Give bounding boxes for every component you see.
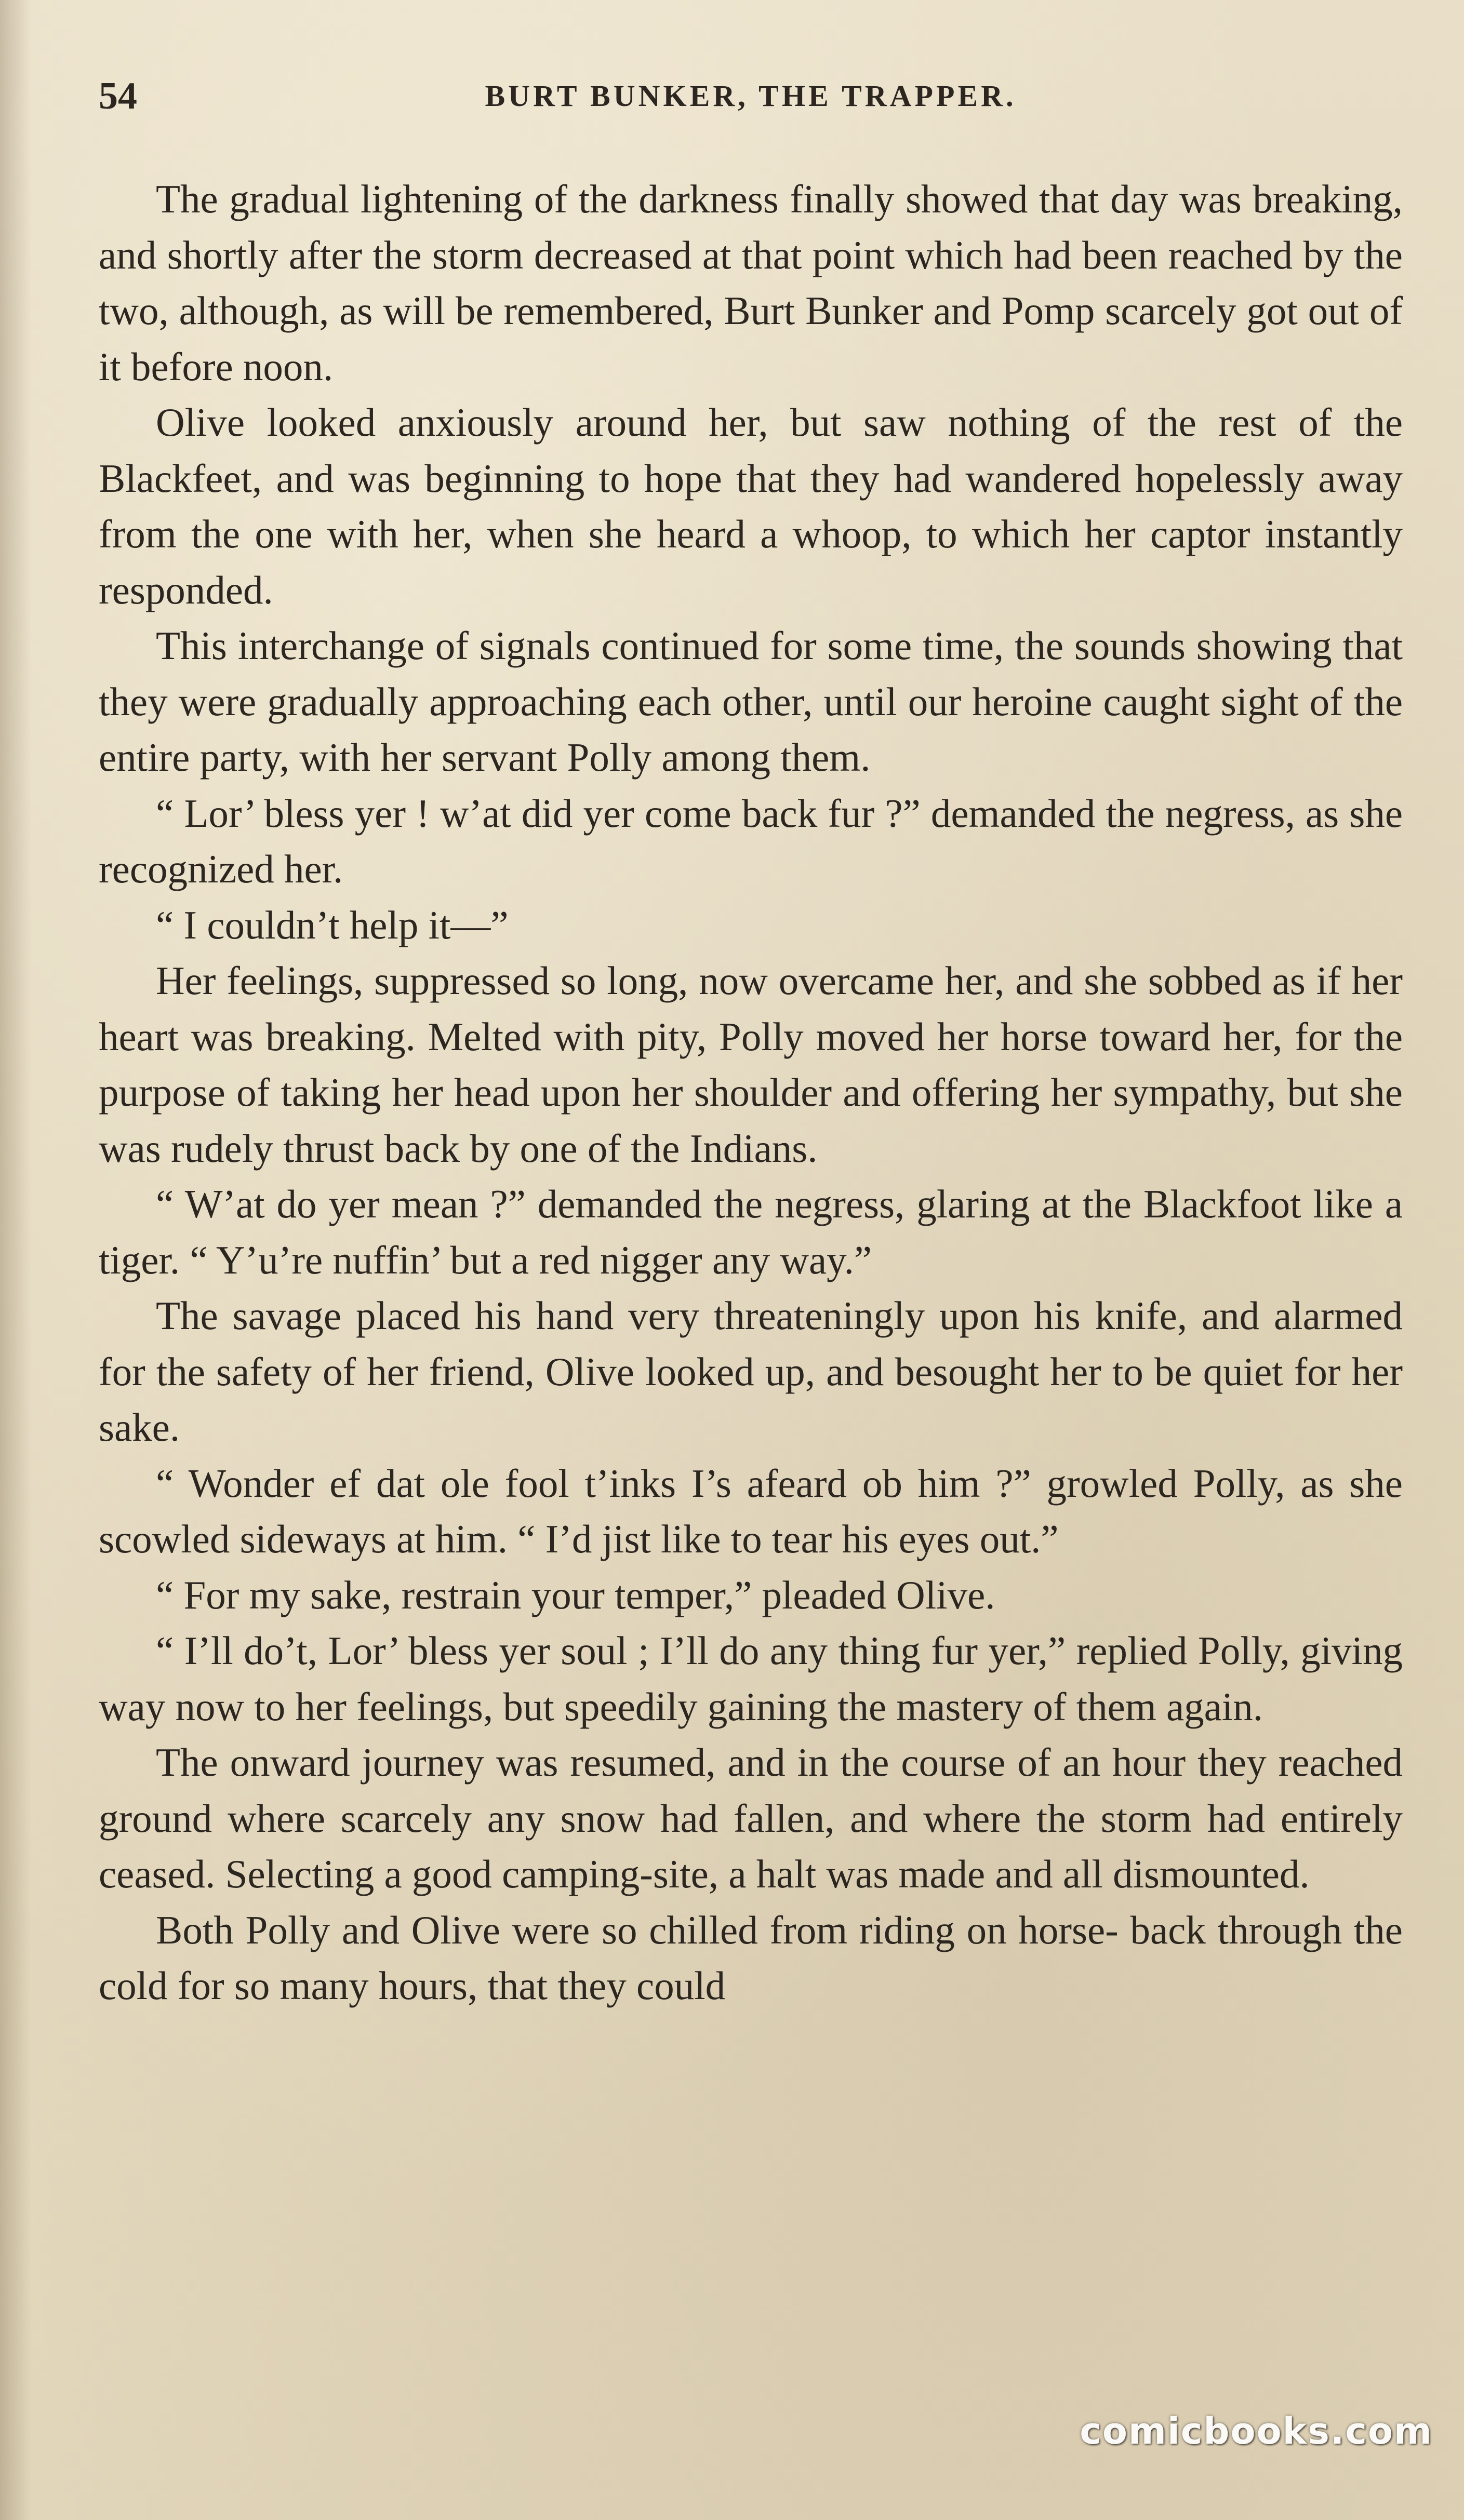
page-number: 54 [99, 75, 137, 117]
page-header [99, 68, 1403, 125]
paragraph: The savage placed his hand very threateningly upon his knife, and alarmed for the safety of her friend, Olive looked up, and besought her to be quiet for her sake. [99, 1293, 1403, 1450]
paragraph: “ I couldn’t help it—” [156, 902, 509, 947]
page-gutter-shadow [0, 0, 31, 2520]
running-head: BURT BUNKER, THE TRAPPER. [485, 79, 1017, 113]
paragraph: “ Wonder ef dat ole fool t’inks I’s afeard ob him ?” growled Polly, as she scowled sideways at him. “ I’d jist like to tear his eyes out.” [99, 1460, 1403, 1561]
paragraph: “ Lor’ bless yer ! w’at did yer come back fur ?” demanded the negress, as she recognized her. [99, 790, 1403, 891]
paragraph: Her feelings, suppressed so long, now overcame her, and she sobbed as if her heart was breaking. Melted with pity, Polly moved her horse toward her, for the purpose of taking her head upon her shoulder and offering her sympathy, but she was rudely thrust back by one of the Indians. [99, 958, 1403, 1171]
paragraph: The onward journey was resumed, and in the course of an hour they reached ground where scarcely any snow had fallen, and where the storm had entirely ceased. Selecting a good camping-site, a halt was made and all dismounted. [99, 1740, 1403, 1896]
paragraph: “ W’at do yer mean ?” demanded the negress, glaring at the Blackfoot like a tiger. “ Y’u’re nuffin’ but a red nigger any way.” [99, 1182, 1403, 1282]
paragraph: Olive looked anxiously around her, but saw nothing of the rest of the Blackfeet, and was beginning to hope that they had wandered hopelessly away from the one with her, when she heard a whoop, to which her captor instantly responded. [99, 400, 1403, 612]
paragraph: “ For my sake, restrain your temper,” pleaded Olive. [156, 1572, 995, 1617]
watermark: comicbooks.com [1080, 2410, 1433, 2452]
paragraph: “ I’ll do’t, Lor’ bless yer soul ; I’ll do any thing fur yer,” replied Polly, giving way now to her feelings, but speedily gaining the mastery of them again. [99, 1628, 1403, 1729]
body-text [99, 171, 1403, 2014]
paragraph: Both Polly and Olive were so chilled from riding on horse- back through the cold for so many hours, that they could [99, 1907, 1403, 2008]
paragraph: The gradual lightening of the darkness finally showed that day was breaking, and shortly after the storm decreased at that point which had been reached by the two, although, as will be remembered, Burt Bunker and Pomp scarcely got out of it before noon. [99, 177, 1403, 389]
paragraph: This interchange of signals continued for some time, the sounds showing that they were gradually approaching each other, until our heroine caught sight of the entire party, with her servant Polly among them. [99, 623, 1403, 780]
